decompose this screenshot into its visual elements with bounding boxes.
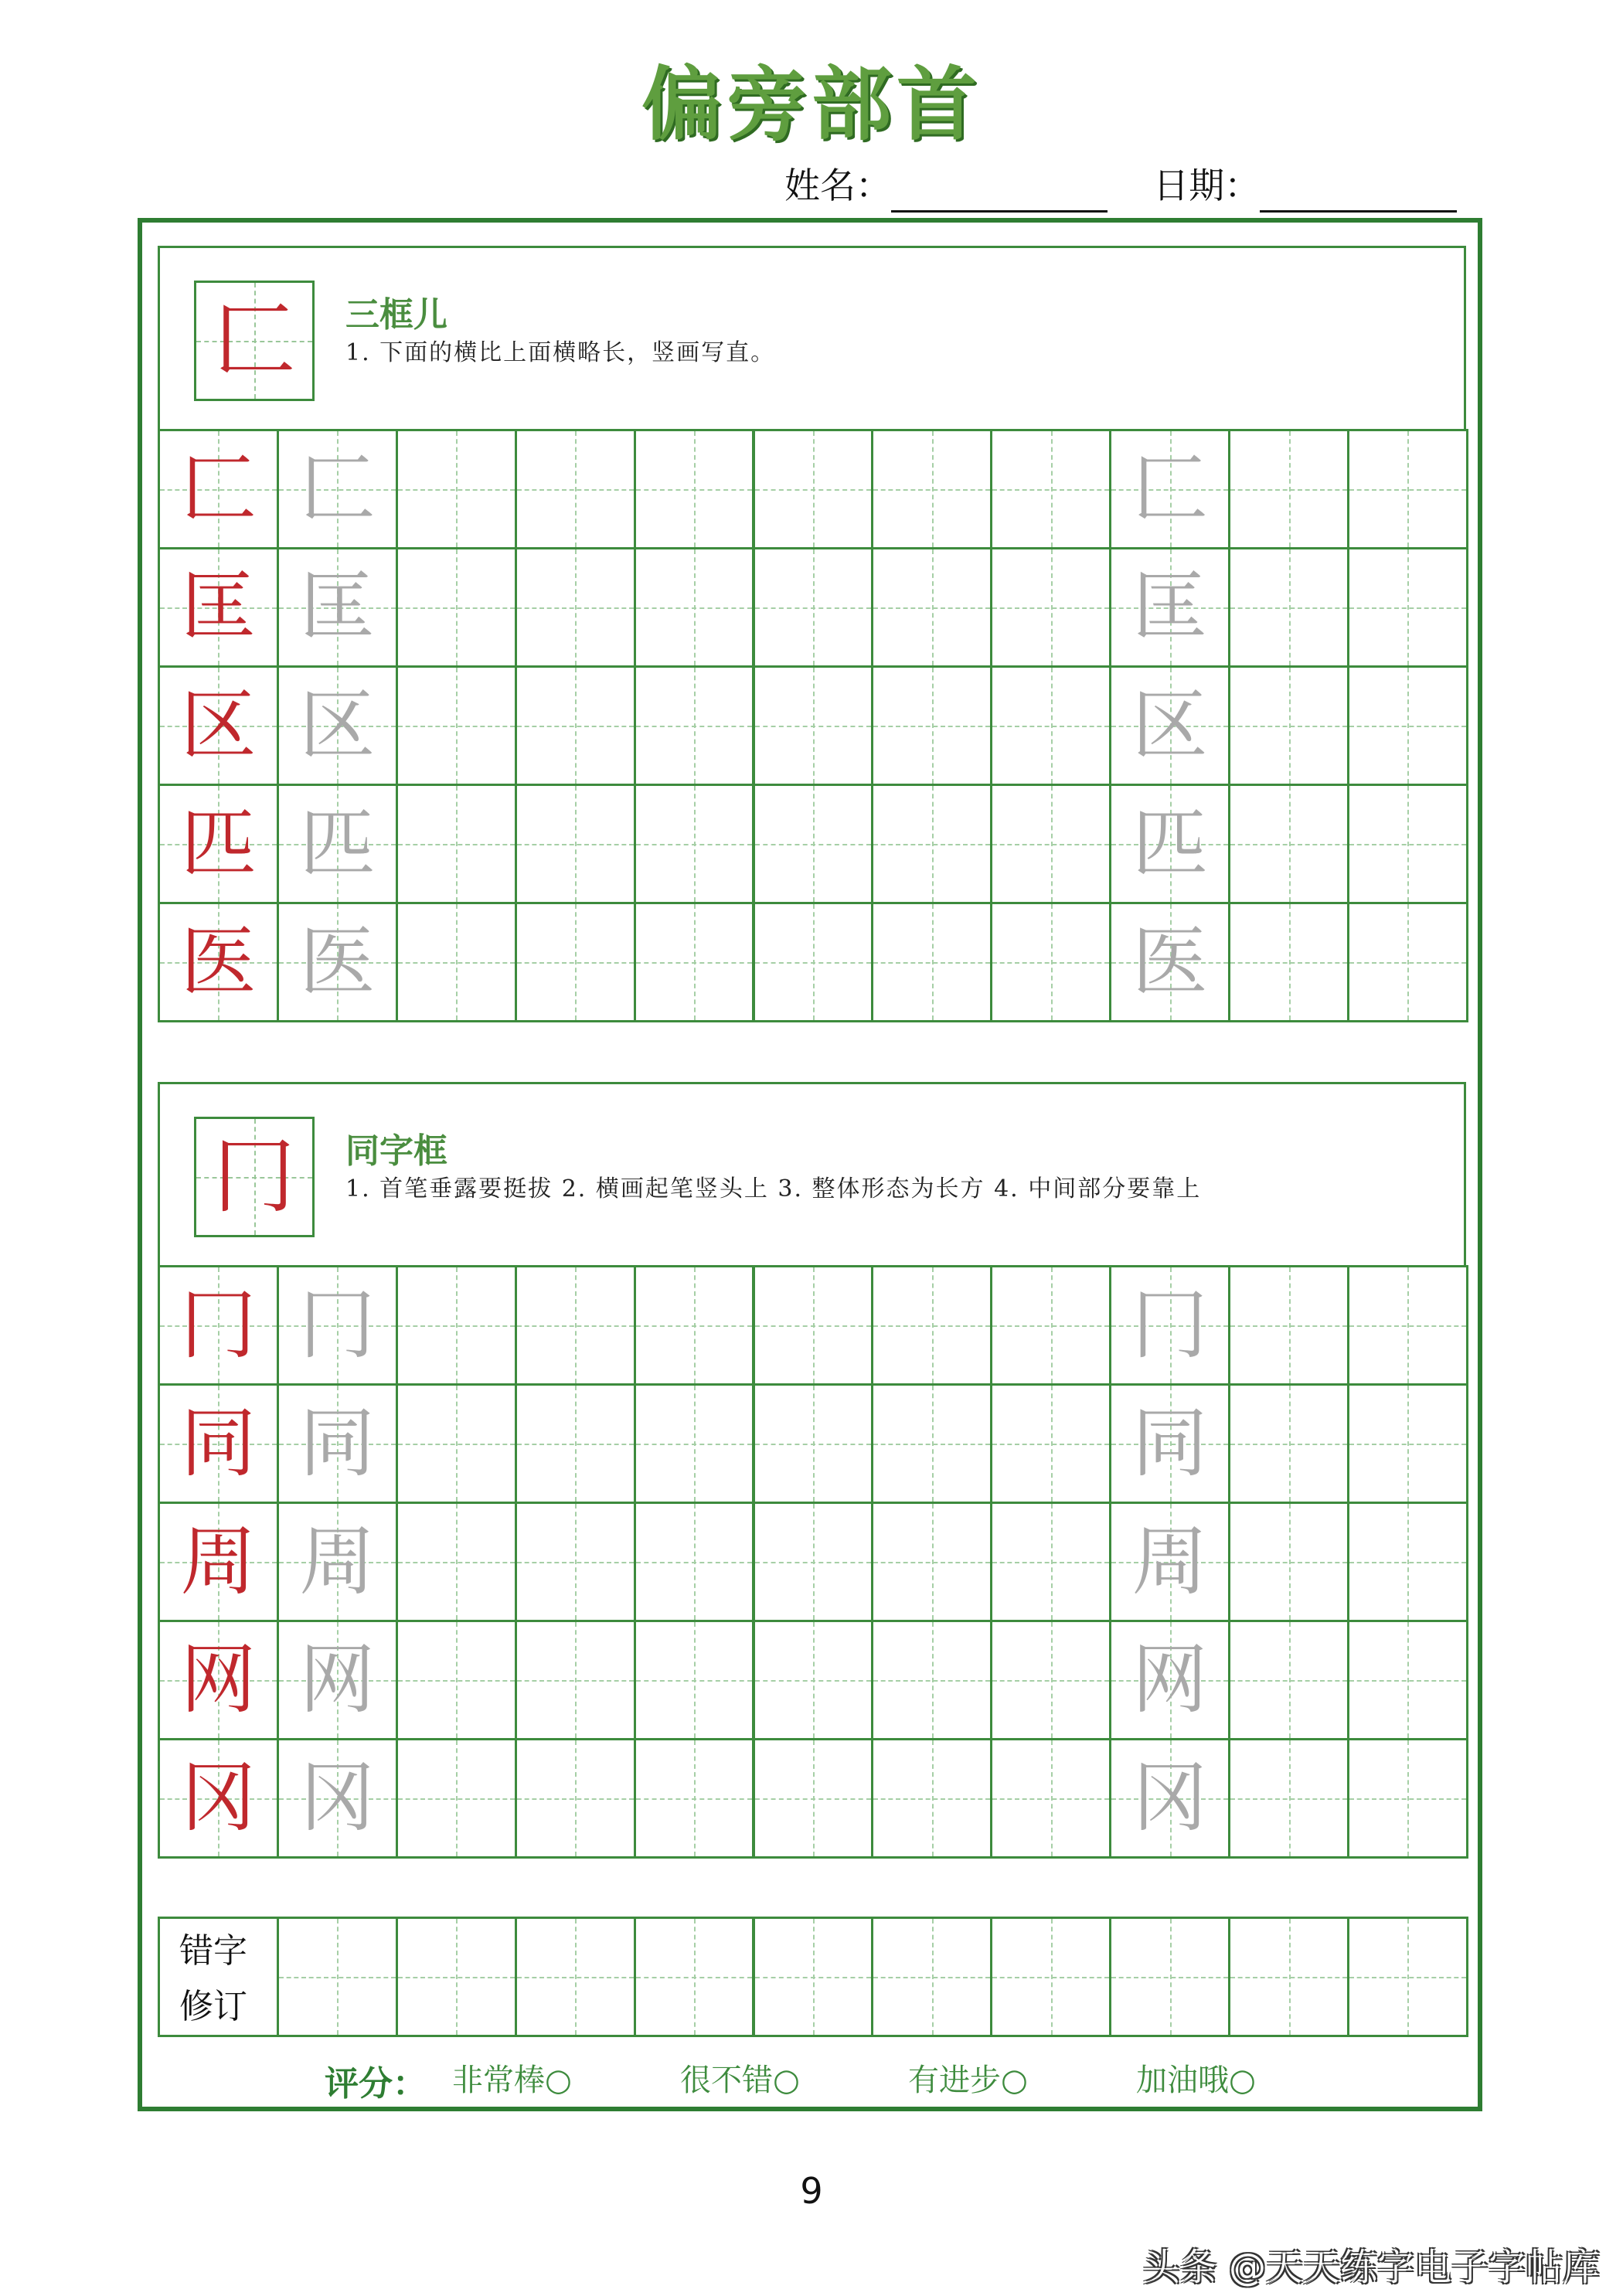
correction-cell[interactable] (871, 1917, 992, 2037)
practice-cell[interactable] (515, 1620, 636, 1740)
practice-cell[interactable] (277, 902, 398, 1022)
practice-cell[interactable] (1109, 784, 1230, 904)
trace-char: 匡 (1131, 563, 1208, 651)
practice-cell[interactable] (753, 429, 874, 549)
practice-cell[interactable] (871, 902, 992, 1022)
practice-cell[interactable] (515, 1738, 636, 1859)
practice-cell[interactable] (1347, 1620, 1468, 1740)
practice-cell[interactable] (515, 902, 636, 1022)
sample-char: 冂 (213, 1129, 295, 1224)
sample-char-box (194, 1117, 315, 1237)
trace-char: 匚 (1131, 445, 1208, 533)
practice-cell[interactable] (515, 1502, 636, 1622)
trace-char: 医 (1131, 918, 1208, 1006)
writing-tip: 1. 首笔垂露要挺拔 2. 横画起笔竖头上 3. 整体形态为长方 4. 中间部分要靠上 (345, 1175, 1202, 1202)
practice-cell[interactable] (1347, 1383, 1468, 1504)
correction-cell[interactable] (990, 1917, 1111, 2037)
practice-cell[interactable] (158, 784, 279, 904)
practice-cell[interactable] (1347, 1738, 1468, 1859)
practice-cell[interactable] (1347, 429, 1468, 549)
correction-cell[interactable] (1228, 1917, 1349, 2037)
practice-cell[interactable] (515, 784, 636, 904)
practice-cell[interactable] (1228, 902, 1349, 1022)
practice-cell[interactable] (1347, 665, 1468, 786)
practice-cell[interactable] (753, 665, 874, 786)
practice-cell[interactable] (277, 665, 398, 786)
trace-char: 匹 (1131, 800, 1208, 888)
model-char: 网 (180, 1636, 257, 1724)
practice-cell[interactable] (753, 1502, 874, 1622)
practice-cell[interactable] (1109, 1265, 1230, 1386)
practice-cell[interactable] (277, 1620, 398, 1740)
practice-cell[interactable] (158, 1738, 279, 1859)
practice-cell[interactable] (158, 429, 279, 549)
practice-cell[interactable] (1109, 1738, 1230, 1859)
practice-cell[interactable] (990, 1502, 1111, 1622)
practice-cell[interactable] (634, 429, 755, 549)
practice-cell[interactable] (634, 902, 755, 1022)
practice-cell[interactable] (634, 1502, 755, 1622)
correction-cell[interactable] (1347, 1917, 1468, 2037)
practice-cell[interactable] (634, 1620, 755, 1740)
rating-option[interactable]: 非常棒○ (452, 2063, 572, 2098)
correction-cell[interactable] (753, 1917, 874, 2037)
practice-cell[interactable] (1228, 547, 1349, 668)
practice-cell[interactable] (1228, 784, 1349, 904)
correction-label-1: 错字 (179, 1931, 247, 1971)
practice-cell[interactable] (990, 429, 1111, 549)
practice-cell[interactable] (1228, 1502, 1349, 1622)
trace-char: 冂 (1131, 1281, 1208, 1369)
page-number: 9 (800, 2170, 823, 2212)
trace-char: 周 (299, 1518, 376, 1606)
practice-cell[interactable] (396, 665, 517, 786)
trace-char: 区 (299, 682, 376, 770)
practice-cell[interactable] (871, 784, 992, 904)
practice-cell[interactable] (990, 1265, 1111, 1386)
practice-cell[interactable] (634, 1383, 755, 1504)
sample-char-box (194, 281, 315, 401)
practice-cell[interactable] (277, 429, 398, 549)
trace-char: 网 (1131, 1636, 1208, 1724)
practice-cell[interactable] (396, 429, 517, 549)
trace-char: 网 (299, 1636, 376, 1724)
date-label: 日期： (1153, 165, 1261, 206)
practice-cell[interactable] (1109, 547, 1230, 668)
trace-char: 同 (1131, 1400, 1208, 1488)
practice-cell[interactable] (277, 1738, 398, 1859)
practice-cell[interactable] (396, 784, 517, 904)
practice-cell[interactable] (396, 1502, 517, 1622)
model-char: 医 (180, 918, 257, 1006)
model-char: 匡 (180, 563, 257, 651)
practice-cell[interactable] (1347, 784, 1468, 904)
practice-cell[interactable] (871, 1383, 992, 1504)
name-date-line (784, 158, 1619, 213)
rating-option[interactable]: 加油哦○ (1136, 2063, 1256, 2098)
practice-cell[interactable] (277, 547, 398, 668)
practice-cell[interactable] (634, 784, 755, 904)
practice-cell[interactable] (515, 1265, 636, 1386)
practice-cell[interactable] (1347, 547, 1468, 668)
rating-label: 评分： (325, 2064, 427, 2104)
rating-option[interactable]: 很不错○ (680, 2063, 800, 2098)
model-char: 匹 (180, 800, 257, 888)
correction-label-2: 修订 (179, 1987, 247, 2026)
practice-cell[interactable] (515, 1383, 636, 1504)
practice-cell[interactable] (634, 1265, 755, 1386)
sample-char: 匚 (213, 293, 295, 388)
practice-cell[interactable] (515, 665, 636, 786)
practice-cell[interactable] (277, 1265, 398, 1386)
section-header-1 (158, 246, 1466, 431)
trace-char: 区 (1131, 682, 1208, 770)
practice-cell[interactable] (1228, 1620, 1349, 1740)
radical-name: 同字框 (345, 1131, 447, 1171)
practice-cell[interactable] (1109, 1620, 1230, 1740)
practice-cell[interactable] (871, 1738, 992, 1859)
practice-cell[interactable] (1347, 1265, 1468, 1386)
practice-cell[interactable] (871, 1502, 992, 1622)
trace-char: 冈 (299, 1754, 376, 1842)
model-char: 同 (180, 1400, 257, 1488)
practice-cell[interactable] (753, 1265, 874, 1386)
practice-cell[interactable] (990, 1620, 1111, 1740)
practice-cell[interactable] (1228, 1738, 1349, 1859)
trace-char: 冈 (1131, 1754, 1208, 1842)
name-label: 姓名： (784, 165, 891, 206)
practice-cell[interactable] (753, 547, 874, 668)
practice-cell[interactable] (277, 784, 398, 904)
correction-cell[interactable] (1109, 1917, 1230, 2037)
practice-cell[interactable] (1228, 429, 1349, 549)
practice-cell[interactable] (634, 1738, 755, 1859)
practice-cell[interactable] (158, 1502, 279, 1622)
practice-cell[interactable] (277, 1502, 398, 1622)
practice-cell[interactable] (1109, 902, 1230, 1022)
trace-char: 周 (1131, 1518, 1208, 1606)
practice-cell[interactable] (515, 429, 636, 549)
practice-cell[interactable] (753, 1620, 874, 1740)
rating-option[interactable]: 有进步○ (908, 2063, 1028, 2098)
correction-cell[interactable] (277, 1917, 398, 2037)
practice-cell[interactable] (753, 1383, 874, 1504)
model-char: 区 (180, 682, 257, 770)
practice-cell[interactable] (1347, 1502, 1468, 1622)
practice-cell[interactable] (871, 665, 992, 786)
practice-cell[interactable] (158, 547, 279, 668)
practice-cell[interactable] (871, 1265, 992, 1386)
practice-cell[interactable] (1228, 665, 1349, 786)
practice-cell[interactable] (871, 1620, 992, 1740)
practice-cell[interactable] (753, 1738, 874, 1859)
practice-cell[interactable] (990, 1383, 1111, 1504)
practice-cell[interactable] (753, 784, 874, 904)
page-title: 偏旁部首 (641, 57, 982, 151)
practice-cell[interactable] (990, 902, 1111, 1022)
practice-cell[interactable] (1109, 1383, 1230, 1504)
practice-cell[interactable] (1109, 429, 1230, 549)
trace-char: 匹 (299, 800, 376, 888)
date-field[interactable] (1260, 172, 1457, 213)
correction-cell[interactable] (515, 1917, 636, 2037)
practice-cell[interactable] (1228, 1265, 1349, 1386)
trace-char: 同 (299, 1400, 376, 1488)
writing-tip: 1. 下面的横比上面横略长，竖画写直。 (345, 339, 776, 366)
correction-cell[interactable] (396, 1917, 517, 2037)
practice-cell[interactable] (396, 547, 517, 668)
name-field[interactable] (891, 172, 1108, 213)
watermark: 头条 @天天练字电子字帖库 (1142, 2246, 1600, 2289)
practice-cell[interactable] (515, 547, 636, 668)
practice-cell[interactable] (158, 902, 279, 1022)
practice-cell[interactable] (277, 1383, 398, 1504)
section-header-2 (158, 1082, 1466, 1267)
practice-cell[interactable] (1228, 1383, 1349, 1504)
trace-char: 冂 (299, 1281, 376, 1369)
practice-cell[interactable] (396, 902, 517, 1022)
practice-cell[interactable] (396, 1265, 517, 1386)
practice-cell[interactable] (396, 1383, 517, 1504)
model-char: 匚 (180, 445, 257, 533)
practice-cell[interactable] (753, 902, 874, 1022)
radical-name: 三框儿 (345, 295, 447, 335)
practice-cell[interactable] (1109, 665, 1230, 786)
practice-cell[interactable] (396, 1738, 517, 1859)
practice-cell[interactable] (158, 1620, 279, 1740)
correction-cell[interactable] (634, 1917, 755, 2037)
rating-bar (325, 2056, 1256, 2105)
practice-cell[interactable] (871, 547, 992, 668)
practice-cell[interactable] (871, 429, 992, 549)
practice-cell[interactable] (396, 1620, 517, 1740)
practice-cell[interactable] (634, 547, 755, 668)
trace-char: 医 (299, 918, 376, 1006)
trace-char: 匚 (299, 445, 376, 533)
practice-cell[interactable] (990, 547, 1111, 668)
practice-cell[interactable] (990, 1738, 1111, 1859)
practice-cell[interactable] (990, 784, 1111, 904)
practice-cell[interactable] (1347, 902, 1468, 1022)
practice-cell[interactable] (158, 1383, 279, 1504)
practice-cell[interactable] (634, 665, 755, 786)
trace-char: 匡 (299, 563, 376, 651)
practice-cell[interactable] (1109, 1502, 1230, 1622)
practice-cell[interactable] (158, 1265, 279, 1386)
model-char: 周 (180, 1518, 257, 1606)
practice-cell[interactable] (990, 665, 1111, 786)
model-char: 冂 (180, 1281, 257, 1369)
practice-cell[interactable] (158, 665, 279, 786)
model-char: 冈 (180, 1754, 257, 1842)
